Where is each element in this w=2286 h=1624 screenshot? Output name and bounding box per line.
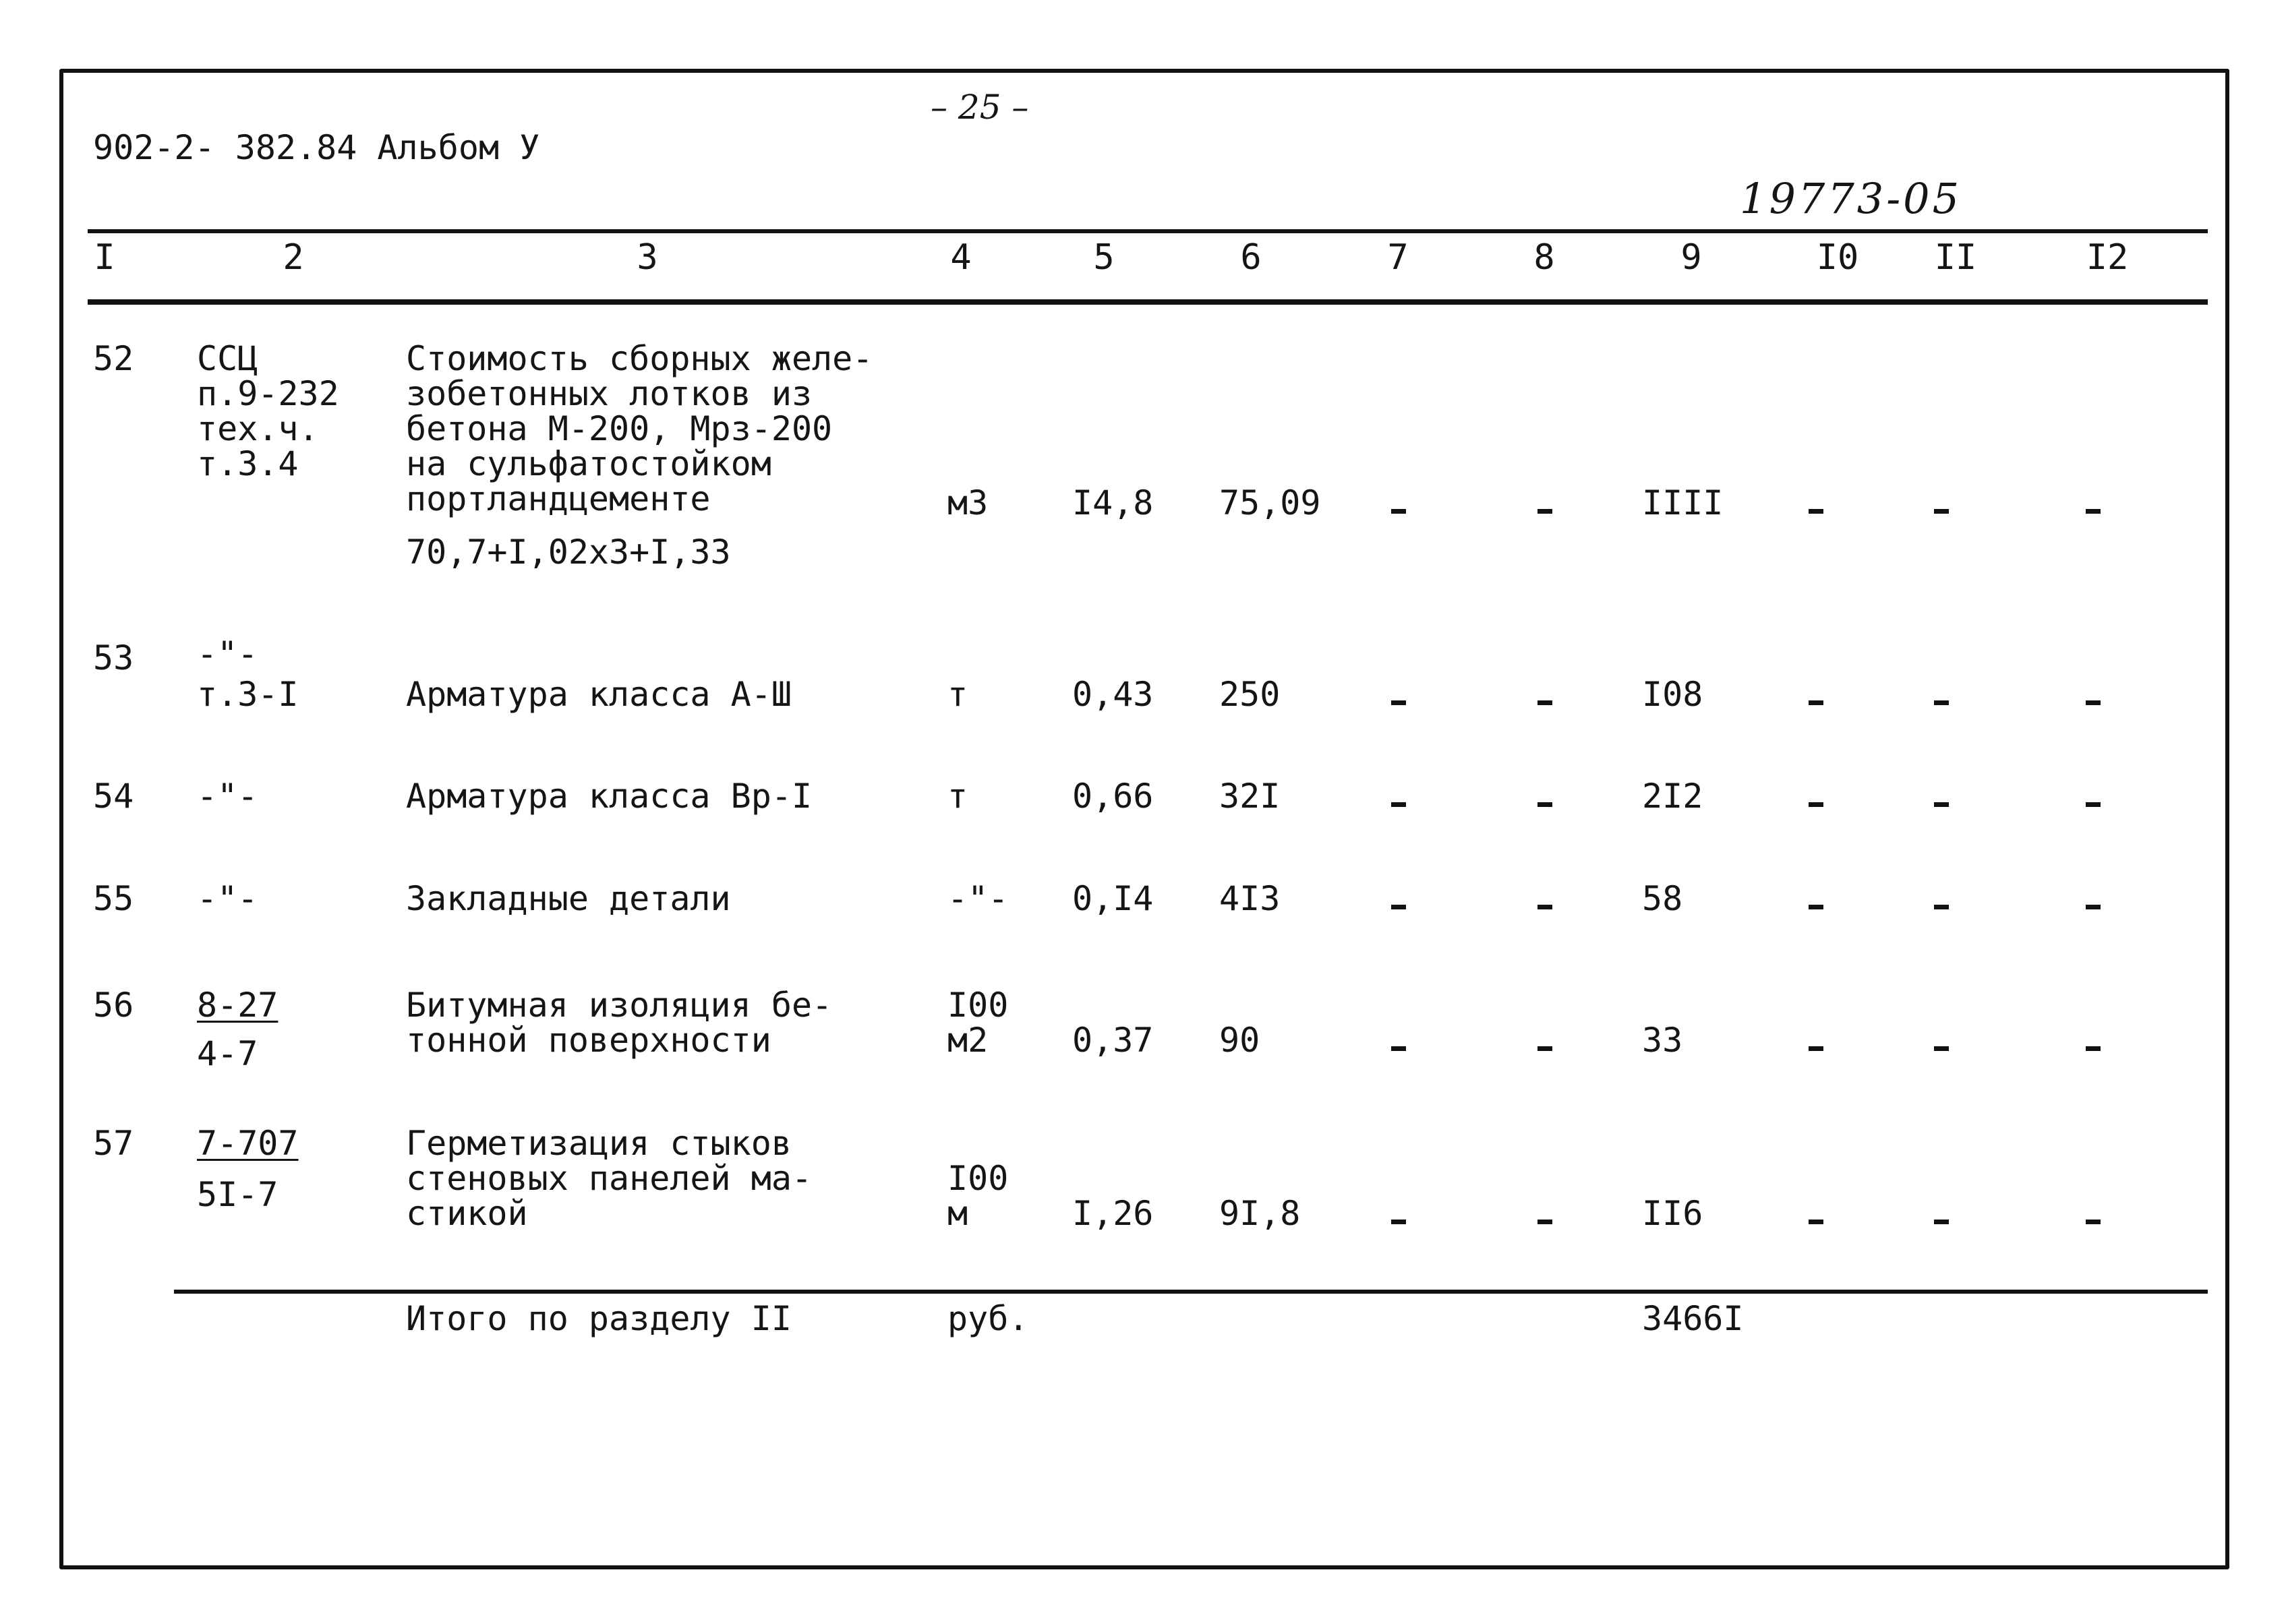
row-description: на сульфатостойком (406, 444, 771, 483)
column-header-12: I2 (2086, 237, 2129, 278)
column-header-5: 5 (1093, 237, 1115, 278)
row-total: IIII (1642, 483, 1724, 522)
dash-col7 (1391, 905, 1406, 909)
document-code: 902-2- 382.84 Альбом У (93, 128, 540, 167)
dash-col10 (1809, 1046, 1823, 1051)
row-description: зобетонных лотков из (406, 374, 813, 413)
row-ref: т.3.4 (197, 444, 299, 483)
row-description: Битумная изоляция бе- (406, 986, 833, 1025)
dash-col8 (1537, 802, 1552, 807)
column-header-2: 2 (283, 237, 304, 278)
summary-total: 3466I (1642, 1299, 1744, 1338)
dash-col8 (1537, 509, 1552, 514)
row-price: 75,09 (1219, 483, 1321, 522)
dash-col10 (1809, 1220, 1823, 1224)
row-unit: т (947, 777, 968, 816)
row-price: 90 (1219, 1021, 1260, 1060)
column-header-6: 6 (1240, 237, 1262, 278)
row-ref-bottom: 5I-7 (197, 1175, 279, 1214)
dash-col7 (1391, 509, 1406, 514)
dash-col11 (1934, 509, 1949, 514)
row-total: 2I2 (1642, 777, 1703, 816)
column-header-7: 7 (1387, 237, 1409, 278)
handwritten-number: 19773-05 (1740, 174, 1962, 223)
row-description: Герметизация стыков (406, 1124, 792, 1163)
column-header-3: 3 (637, 237, 658, 278)
row-unit: м (947, 1194, 968, 1233)
column-header-8: 8 (1533, 237, 1555, 278)
row-quantity: 0,37 (1072, 1021, 1154, 1060)
row-description: стикой (406, 1194, 528, 1233)
table-top-rule (88, 229, 2208, 233)
summary-label: Итого по разделу II (406, 1299, 792, 1338)
dash-col12 (2086, 509, 2101, 514)
row-number: 54 (93, 777, 134, 816)
row-description: Арматура класса Вр-I (406, 777, 813, 816)
column-header-11: II (1934, 237, 1977, 278)
row-ref: -"- (197, 879, 258, 918)
row-price: 250 (1219, 675, 1281, 714)
dash-col10 (1809, 700, 1823, 705)
summary-unit: руб. (947, 1299, 1029, 1338)
dash-col7 (1391, 700, 1406, 705)
dash-col12 (2086, 1046, 2101, 1051)
row-quantity: I4,8 (1072, 483, 1154, 522)
row-description: стеновых панелей ма- (406, 1159, 813, 1198)
row-ref: п.9-232 (197, 374, 339, 413)
row-total: 58 (1642, 879, 1683, 918)
row-ref: тех.ч. (197, 409, 319, 448)
dash-col10 (1809, 905, 1823, 909)
dash-col8 (1537, 700, 1552, 705)
row-formula: 70,7+I,02x3+I,33 (406, 533, 731, 572)
row-unit: -"- (947, 879, 1009, 918)
row-description: Закладные детали (406, 879, 731, 918)
row-quantity: 0,I4 (1072, 879, 1154, 918)
dash-col11 (1934, 905, 1949, 909)
dash-col11 (1934, 1220, 1949, 1224)
dash-col7 (1391, 1220, 1406, 1224)
row-total: 33 (1642, 1021, 1683, 1060)
row-number: 52 (93, 339, 134, 378)
row-unit: I00 (947, 986, 1009, 1025)
row-description: портландцементе (406, 479, 711, 518)
dash-col11 (1934, 802, 1949, 807)
column-header-10: I0 (1816, 237, 1859, 278)
page-number: – 25 – (931, 88, 1029, 127)
dash-col8 (1537, 1046, 1552, 1051)
row-number: 56 (93, 986, 134, 1025)
dash-col12 (2086, 905, 2101, 909)
row-unit: т (947, 675, 968, 714)
row-unit: м2 (947, 1021, 989, 1060)
dash-col8 (1537, 905, 1552, 909)
row-description: Арматура класса А-Ш (406, 675, 792, 714)
dash-col11 (1934, 1046, 1949, 1051)
row-unit: м3 (947, 483, 989, 522)
dash-col7 (1391, 802, 1406, 807)
column-header-1: I (94, 237, 115, 278)
row-ref: -"- (197, 777, 258, 816)
row-quantity: I,26 (1072, 1194, 1154, 1233)
row-description: тонной поверхности (406, 1021, 771, 1060)
dash-col12 (2086, 1220, 2101, 1224)
row-ref-top: 8-27 (197, 986, 279, 1025)
row-number: 55 (93, 879, 134, 918)
dash-col8 (1537, 1220, 1552, 1224)
document-frame (59, 69, 2229, 1569)
row-ref: -"- (197, 634, 258, 673)
row-total: II6 (1642, 1194, 1703, 1233)
row-ref-top: 7-707 (197, 1124, 299, 1163)
dash-col7 (1391, 1046, 1406, 1051)
row-ref: ССЦ (197, 339, 258, 378)
row-quantity: 0,66 (1072, 777, 1154, 816)
table-header-rule (88, 299, 2208, 305)
row-number: 57 (93, 1124, 134, 1163)
row-total: I08 (1642, 675, 1703, 714)
dash-col10 (1809, 509, 1823, 514)
row-number: 53 (93, 638, 134, 678)
row-price: 9I,8 (1219, 1194, 1301, 1233)
dash-col11 (1934, 700, 1949, 705)
row-description: Стоимость сборных желе- (406, 339, 873, 378)
dash-col10 (1809, 802, 1823, 807)
row-quantity: 0,43 (1072, 675, 1154, 714)
summary-rule (174, 1290, 2208, 1294)
row-ref: т.3-I (197, 675, 299, 714)
dash-col12 (2086, 802, 2101, 807)
row-ref-bottom: 4-7 (197, 1034, 258, 1073)
row-unit: I00 (947, 1159, 1009, 1198)
dash-col12 (2086, 700, 2101, 705)
column-header-9: 9 (1680, 237, 1702, 278)
column-header-4: 4 (950, 237, 972, 278)
row-price: 32I (1219, 777, 1281, 816)
row-price: 4I3 (1219, 879, 1281, 918)
row-description: бетона М-200, Мрз-200 (406, 409, 833, 448)
